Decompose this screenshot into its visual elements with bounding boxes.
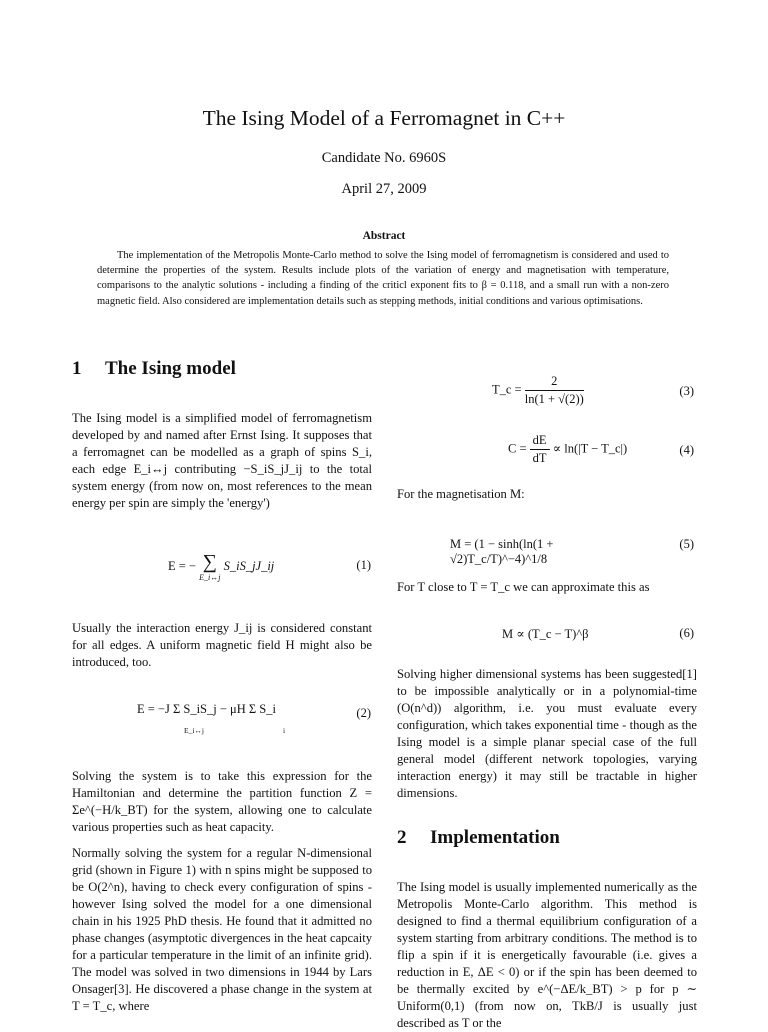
abstract-heading: Abstract xyxy=(362,230,406,242)
eq4-denominator: dT xyxy=(532,451,547,465)
equation-2-number: (2) xyxy=(356,706,371,720)
equation-5: M = (1 − sinh(ln(1 + √2)T_c/T)^−4)^1/8 xyxy=(450,537,554,566)
author-line: Candidate No. 6960S xyxy=(321,150,447,166)
equation-6-number: (6) xyxy=(679,626,694,640)
equation-3-number: (3) xyxy=(679,384,694,398)
section-2-heading xyxy=(397,827,560,849)
summation-symbol: ∑ E_i↔j xyxy=(199,551,221,582)
section-number: 2 xyxy=(397,827,407,848)
eq2-text: E = −J Σ S_iS_j − μH Σ S_i xyxy=(137,702,276,716)
eq2-sub1: E_i↔j xyxy=(184,726,204,735)
right-paragraph-2: For T close to T = T_c we can approximate this as xyxy=(397,580,650,594)
section-number: 1 xyxy=(72,358,82,379)
section-title: The Ising model xyxy=(105,358,236,379)
equation-1-number: (1) xyxy=(356,558,371,572)
eq3-lhs: T_c = xyxy=(492,382,522,397)
right-paragraph-3: Solving higher dimensional systems has been suggested[1] to be impossible analytically or in a polynomial-time (O(n^d)) algorithm, i.e. you must evaluate every configuration, which takes exponential time - though as the Ising model is a simple planar special case of the full general model (different network topologies, varying interaction energy) it may still be tractable in higher dimensions. xyxy=(397,667,697,800)
section-title: Implementation xyxy=(430,827,560,848)
section-1-heading xyxy=(72,358,236,380)
paper-title: The Ising Model of a Ferromagnet in C++ xyxy=(202,106,566,130)
abstract-text: The implementation of the Metropolis Monte-Carlo method to solve the Ising model of ferromagnetism is considered and used to determine the properties of the system. Results include plots of the variation of energy and magnetisation with temperature, comparisons to the analytic solutions - including a finding of the criticl exponent fits to β = 0.118, and a small run with a non-zero magnetic field. Also considered are implementation details such as stepping methods, initial conditions and various optimisations. xyxy=(97,250,669,307)
eq4-fraction xyxy=(530,433,550,466)
eq4-numerator: dE xyxy=(530,433,550,450)
left-paragraph-3: Solving the system is to take this expression for the Hamiltonian and determine the partition function Z = Σe^(−H/k_BT) for the system, allowing one to calculate various properties such as heat capacity. xyxy=(72,769,372,834)
eq3-denominator: ln(1 + √(2)) xyxy=(524,392,584,406)
eq3-fraction xyxy=(525,374,584,407)
equation-5-number: (5) xyxy=(679,537,694,551)
equation-6: M ∝ (T_c − T)^β xyxy=(502,627,589,641)
eq1-lhs: E = − xyxy=(168,558,196,573)
left-paragraph-4: Normally solving the system for a regular N-dimensional grid (shown in Figure 1) with n spins might be supposed to be O(2^n), having to check every configuration of spins - however Ising solved the model for a one dimensional chain in his 1925 PhD thesis. He found that it admitted no phase changes (asymptotic divergences in the heat capcaity for a particular temperature in the limit of an infinite grid). The model was solved in two dimensions in 1944 by Lars Onsager[3]. He discovered a phase change in the system at T = T_c, where xyxy=(72,846,372,1013)
eq2-sub2: i xyxy=(283,726,286,735)
eq1-body: S_iS_jJ_ij xyxy=(223,558,275,573)
equation-1 xyxy=(168,552,328,592)
eq4-lhs: C = xyxy=(508,441,527,456)
eq1-sum-sub: E_i↔j xyxy=(199,573,221,582)
equation-4 xyxy=(508,433,648,473)
date-line: April 27, 2009 xyxy=(341,181,427,197)
left-paragraph-2: Usually the interaction energy J_ij is considered constant for all edges. A uniform magnetic field H might also be introduced, too. xyxy=(72,621,372,669)
equation-3 xyxy=(492,374,632,414)
right-paragraph-4: The Ising model is usually implemented numerically as the Metropolis Monte-Carlo algorithm. This method is designed to find a thermal equilibrium configuration of a system starting from arbitrary conditions. The method is to flip a spin if it is energetically favourable (i.e. gives a reduction in E, ΔE < 0) or if the spin has been deemed to be thermally excited by e^(−ΔE/k_BT) > p for p ∼ Uniform(0,1) (from now on, TkB/J is usually just described as T or the xyxy=(397,880,697,1030)
equation-4-number: (4) xyxy=(679,443,694,457)
eq3-numerator: 2 xyxy=(525,374,584,391)
equation-2 xyxy=(137,702,337,742)
eq4-rhs: ∝ ln(|T − T_c|) xyxy=(552,441,628,456)
right-paragraph-1: For the magnetisation M: xyxy=(397,487,525,501)
left-paragraph-1: The Ising model is a simplified model of ferromagnetism developed by and named after Ernst Ising. It supposes that a ferromagnet can be modelled as a graph of spins S_i, each edge E_i↔j contributing −S_iS_jJ_ij to the total system energy (from now on, most references to the mean energy per spin are simply the 'energy') xyxy=(72,411,372,510)
